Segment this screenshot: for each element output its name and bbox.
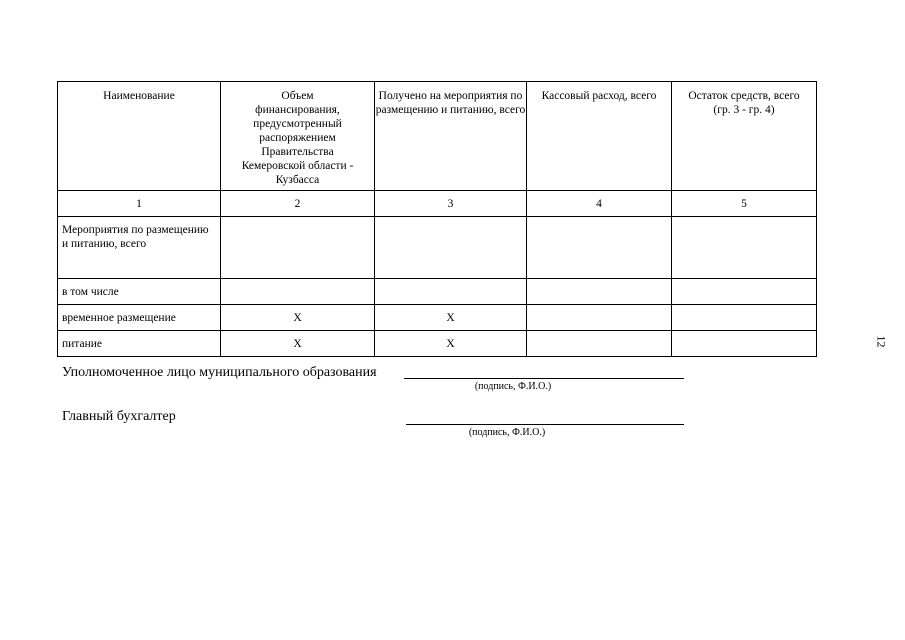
authorized-person-label: Уполномоченное лицо муниципального образования xyxy=(62,365,377,380)
header-cash-expense: Кассовый расход, всего xyxy=(527,82,672,191)
table-row-meals xyxy=(58,331,817,357)
chief-accountant-signature-line xyxy=(406,424,684,425)
table-row-accommodation xyxy=(58,305,817,331)
header-funding-volume-text: Объем финансирования, предусмотренный распоряжением Правительства Кемеровской области - Кузбасса xyxy=(241,90,354,186)
header-balance xyxy=(672,82,817,191)
table-cell: Х xyxy=(375,331,527,357)
header-name: Наименование xyxy=(58,82,221,191)
column-number: 4 xyxy=(527,191,672,217)
table-row-total xyxy=(58,217,817,279)
table-cell xyxy=(375,279,527,305)
table-cell xyxy=(375,217,527,279)
row-label: в том числе xyxy=(58,279,221,305)
authorized-signature-hint: (подпись, Ф.И.О.) xyxy=(474,381,552,392)
header-received-text: Получено на мероприятия по размещению и питанию, всего xyxy=(375,90,526,116)
table-cell xyxy=(672,305,817,331)
table-cell xyxy=(527,331,672,357)
header-received xyxy=(375,82,527,191)
financing-report-table xyxy=(57,81,817,357)
header-funding-volume xyxy=(221,82,375,191)
row-label: Мероприятия по размещению и питанию, всего xyxy=(58,217,221,279)
page-number: 12 xyxy=(874,335,889,348)
table-cell xyxy=(672,331,817,357)
authorized-signature-line xyxy=(404,378,684,379)
table-row-including xyxy=(58,279,817,305)
header-balance-text: Остаток средств, всего (гр. 3 - гр. 4) xyxy=(688,90,800,116)
row-label: временное размещение xyxy=(58,305,221,331)
table-cell: Х xyxy=(221,331,375,357)
column-number-row xyxy=(58,191,817,217)
table-cell xyxy=(221,217,375,279)
chief-accountant-label: Главный бухгалтер xyxy=(62,409,176,424)
table-cell xyxy=(527,217,672,279)
table-cell xyxy=(527,305,672,331)
row-label: питание xyxy=(58,331,221,357)
column-number: 1 xyxy=(58,191,221,217)
column-number: 3 xyxy=(375,191,527,217)
table-cell xyxy=(672,217,817,279)
table-cell xyxy=(221,279,375,305)
column-number: 2 xyxy=(221,191,375,217)
chief-accountant-signature-hint: (подпись, Ф.И.О.) xyxy=(468,427,546,438)
column-number: 5 xyxy=(672,191,817,217)
table-cell xyxy=(527,279,672,305)
table-header-row xyxy=(58,82,817,191)
table-cell: Х xyxy=(221,305,375,331)
table-cell xyxy=(672,279,817,305)
table-cell: Х xyxy=(375,305,527,331)
